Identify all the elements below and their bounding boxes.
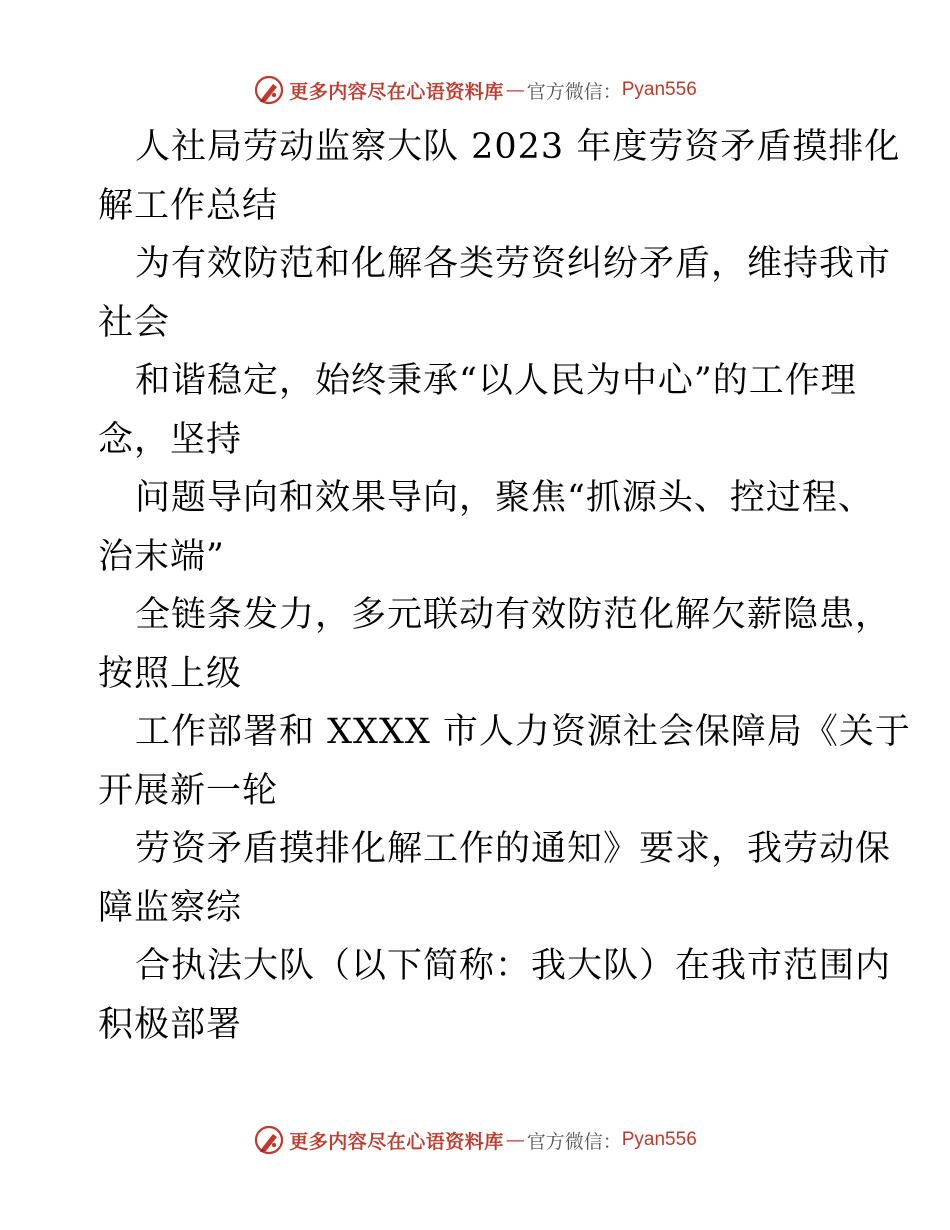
doc-line: 念，坚持 xyxy=(98,419,243,460)
header-wechat-id: Pyan556 xyxy=(621,79,697,100)
doc-line: 和谐稳定，始终秉承“以人民为中心”的工作理 xyxy=(135,361,857,401)
doc-line: 社会 xyxy=(98,302,171,343)
footer-wechat-id: Pyan556 xyxy=(621,1129,697,1150)
footer-banner xyxy=(0,1120,950,1160)
doc-line: 障监察综 xyxy=(98,887,243,928)
document-body xyxy=(98,118,911,1054)
doc-line: 解工作总结 xyxy=(98,185,279,226)
doc-line: 按照上级 xyxy=(98,653,243,694)
doc-line: 治末端” xyxy=(98,536,225,577)
doc-line: 劳资矛盾摸排化解工作的通知》要求，我劳动保 xyxy=(135,829,892,869)
header-site-name: 更多内容尽在心语资料库 xyxy=(289,80,504,103)
header-official-label: 官方微信： xyxy=(526,80,622,103)
doc-line: 工作部署和 XXXX 市人力资源社会保障局《关于 xyxy=(135,712,911,752)
pen-logo-icon xyxy=(253,74,285,106)
header-banner xyxy=(0,70,950,110)
doc-line: 问题导向和效果导向，聚焦“抓源头、控过程、 xyxy=(135,478,874,518)
doc-line: 合执法大队（以下简称：我大队）在我市范围内 xyxy=(135,946,892,986)
header-dash: — xyxy=(505,79,525,101)
doc-line: 人社局劳动监察大队 2023 年度劳资矛盾摸排化 xyxy=(135,127,901,167)
footer-site-name: 更多内容尽在心语资料库 xyxy=(289,1130,504,1153)
doc-line: 全链条发力，多元联动有效防范化解欠薪隐患， xyxy=(135,595,892,635)
doc-line: 开展新一轮 xyxy=(98,770,279,811)
doc-line: 为有效防范和化解各类劳资纠纷矛盾，维持我市 xyxy=(135,244,892,284)
footer-dash: — xyxy=(505,1129,525,1151)
footer-official-label: 官方微信： xyxy=(526,1130,622,1153)
doc-line: 积极部署 xyxy=(98,1004,243,1045)
pen-logo-icon xyxy=(253,1124,285,1156)
